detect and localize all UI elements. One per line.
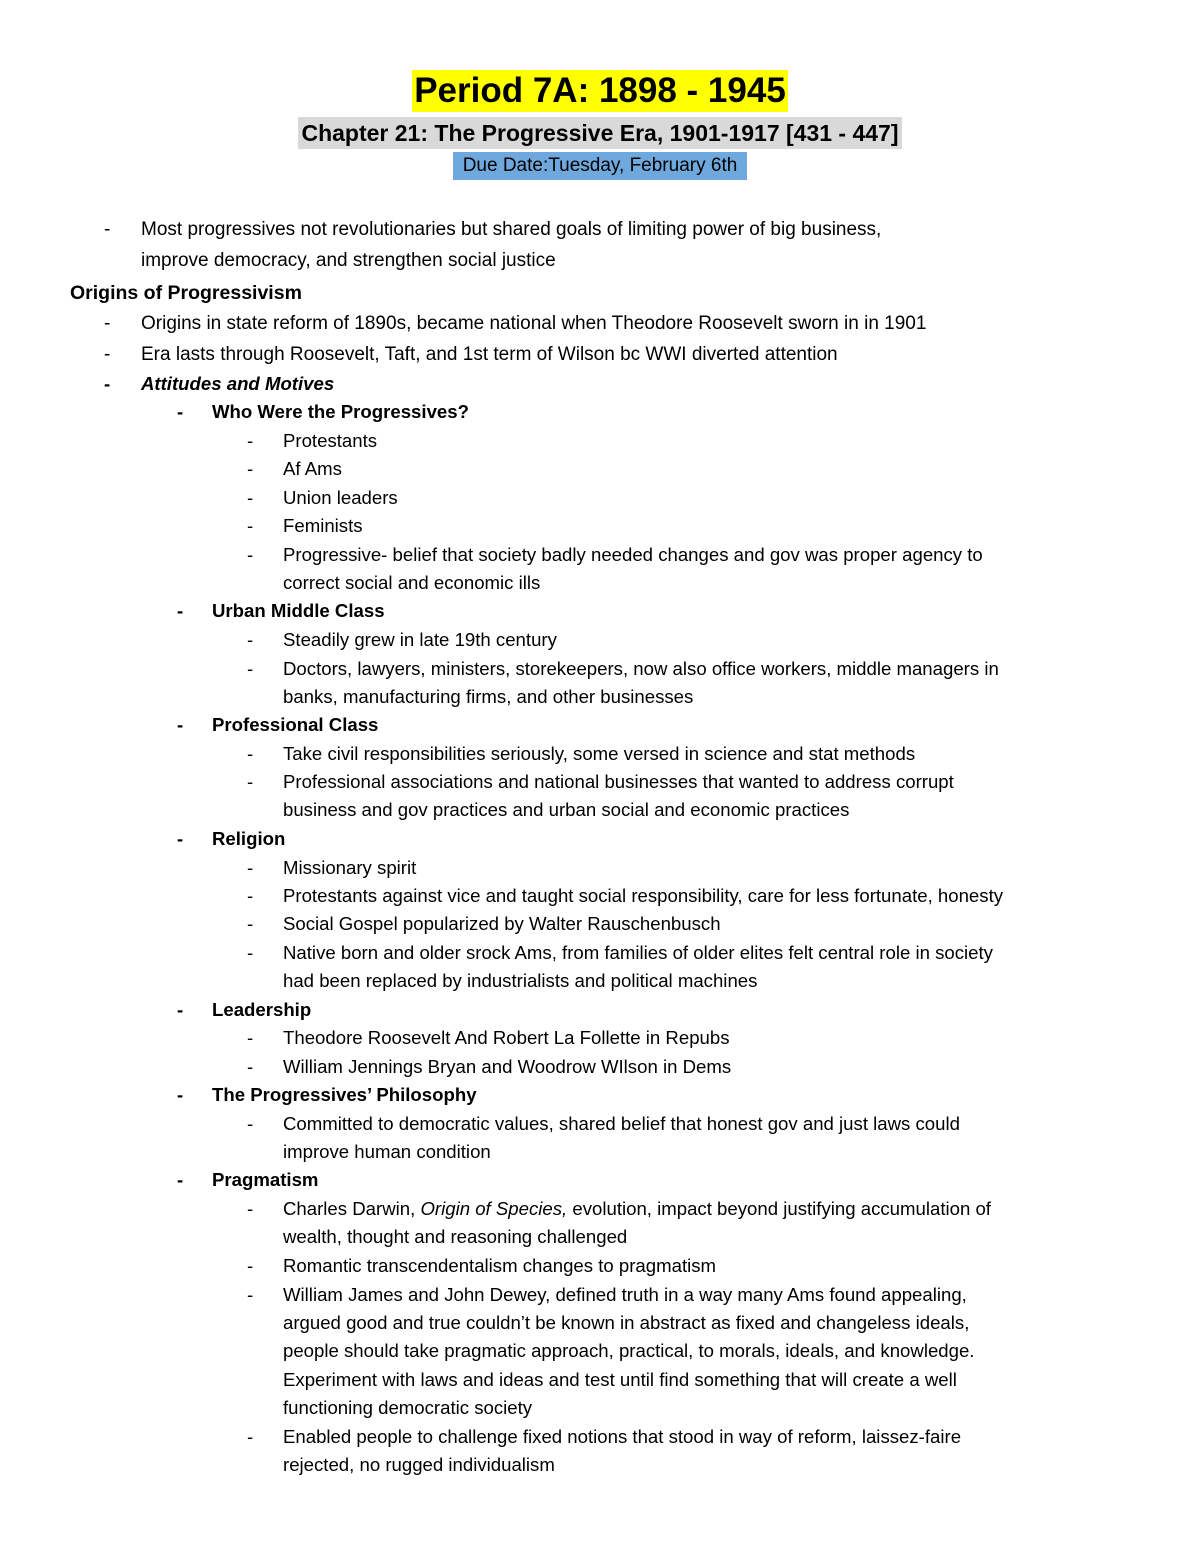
bullet-dash: - <box>104 344 111 365</box>
bullet-dash: - <box>177 828 184 849</box>
list-item-text: people should take pragmatic approach, practical, to morals, ideals, and knowledge. <box>283 1340 975 1361</box>
bullet-dash: - <box>247 942 254 963</box>
list-item-text: Steadily grew in late 19th century <box>283 629 557 650</box>
bullet-dash: - <box>247 487 254 508</box>
group-title-pragmatism: Pragmatism <box>212 1169 319 1190</box>
bullet-dash: - <box>247 458 254 479</box>
list-item-text: Protestants <box>283 430 378 451</box>
chapter-title-text: Chapter 21: The Progressive Era, 1901-1917 [431 - 447] <box>298 117 901 149</box>
list-item-text: Progressive- belief that society badly needed changes and gov was proper agency to <box>283 544 983 565</box>
bullet-dash: - <box>247 771 254 792</box>
bullet-dash: - <box>247 544 254 565</box>
list-item-text: wealth, thought and reasoning challenged <box>283 1226 628 1247</box>
section-item-text: Era lasts through Roosevelt, Taft, and 1st term of Wilson bc WWI diverted attention <box>141 344 838 365</box>
list-item-text: argued good and true couldn’t be known in abstract as fixed and changeless ideals, <box>283 1312 970 1333</box>
list-item-text: Native born and older srock Ams, from families of older elites felt central role in society <box>283 942 993 963</box>
list-item-text: Protestants against vice and taught social responsibility, care for less fortunate, honesty <box>283 885 1004 906</box>
bullet-dash: - <box>247 658 254 679</box>
bullet-dash: - <box>247 430 254 451</box>
list-item-text: business and gov practices and urban social and economic practices <box>283 799 850 820</box>
bullet-dash: - <box>177 401 184 422</box>
bullet-dash: - <box>247 857 254 878</box>
group-title-urban: Urban Middle Class <box>212 600 385 621</box>
bullet-dash: - <box>104 373 111 394</box>
group-title-philosophy: The Progressives’ Philosophy <box>212 1084 477 1105</box>
period-title <box>0 70 1200 112</box>
group-title-professional: Professional Class <box>212 714 379 735</box>
bullet-dash: - <box>247 629 254 650</box>
bullet-dash: - <box>247 1255 254 1276</box>
list-item-text: Feminists <box>283 515 363 536</box>
text-segment: Charles Darwin, <box>283 1198 421 1219</box>
list-item-text: Enabled people to challenge fixed notions that stood in way of reform, laissez-faire <box>283 1426 962 1447</box>
group-title-religion: Religion <box>212 828 286 849</box>
list-item-text: functioning democratic society <box>283 1397 533 1418</box>
period-title-text: Period 7A: 1898 - 1945 <box>414 71 786 110</box>
list-item-text: Af Ams <box>283 458 342 479</box>
bullet-dash: - <box>104 313 111 334</box>
bullet-dash: - <box>247 515 254 536</box>
list-item-text: Romantic transcendentalism changes to pragmatism <box>283 1255 717 1276</box>
section-title: Origins of Progressivism <box>70 282 302 304</box>
subheading-attitudes: Attitudes and Motives <box>141 373 335 394</box>
group-title-who: Who Were the Progressives? <box>212 401 469 422</box>
bullet-dash: - <box>247 743 254 764</box>
bullet-dash: - <box>104 219 111 240</box>
bullet-dash: - <box>247 1426 254 1447</box>
list-item-text: Doctors, lawyers, ministers, storekeepers, now also office workers, middle managers in <box>283 658 999 679</box>
list-item-text: had been replaced by industrialists and political machines <box>283 970 758 991</box>
intro-line-2: improve democracy, and strengthen social justice <box>141 250 556 271</box>
bullet-dash: - <box>247 913 254 934</box>
bullet-dash: - <box>177 1084 184 1105</box>
list-item-text: Union leaders <box>283 487 398 508</box>
list-item-text: William Jennings Bryan and Woodrow WIlson in Dems <box>283 1056 732 1077</box>
list-item-text: Take civil responsibilities seriously, some versed in science and stat methods <box>283 743 916 764</box>
book-title: Origin of Species, <box>420 1198 568 1219</box>
list-item-text: Missionary spirit <box>283 857 417 878</box>
section-item-text: Origins in state reform of 1890s, became national when Theodore Roosevelt sworn in in 1901 <box>141 313 927 334</box>
list-item-text: banks, manufacturing firms, and other businesses <box>283 686 694 707</box>
list-item-text: Theodore Roosevelt And Robert La Follette in Repubs <box>283 1027 730 1048</box>
bullet-dash: - <box>177 600 184 621</box>
bullet-dash: - <box>177 714 184 735</box>
group-title-leadership: Leadership <box>212 999 312 1020</box>
list-item-text: rejected, no rugged individualism <box>283 1454 555 1475</box>
due-date <box>0 152 1200 180</box>
list-item-text: Professional associations and national businesses that wanted to address corrupt <box>283 771 954 792</box>
chapter-title <box>0 117 1200 149</box>
bullet-dash: - <box>247 1056 254 1077</box>
list-item-text: correct social and economic ills <box>283 572 541 593</box>
bullet-dash: - <box>247 1198 254 1219</box>
due-date-text: Due Date:Tuesday, February 6th <box>453 152 748 180</box>
list-item-text: Experiment with laws and ideas and test until find something that will create a well <box>283 1369 957 1390</box>
bullet-dash: - <box>247 1284 254 1305</box>
bullet-dash: - <box>247 1027 254 1048</box>
bullet-dash: - <box>247 885 254 906</box>
list-item-text: Committed to democratic values, shared belief that honest gov and just laws could <box>283 1113 960 1134</box>
list-item-text: Social Gospel popularized by Walter Rauschenbusch <box>283 913 721 934</box>
text-segment: evolution, impact beyond justifying accumulation of <box>567 1198 991 1219</box>
list-item-text <box>283 1195 991 1223</box>
list-item-text: improve human condition <box>283 1141 491 1162</box>
list-item-text: William James and John Dewey, defined truth in a way many Ams found appealing, <box>283 1284 967 1305</box>
bullet-dash: - <box>177 999 184 1020</box>
bullet-dash: - <box>177 1169 184 1190</box>
bullet-dash: - <box>247 1113 254 1134</box>
intro-line-1: Most progressives not revolutionaries but shared goals of limiting power of big business, <box>141 219 882 240</box>
